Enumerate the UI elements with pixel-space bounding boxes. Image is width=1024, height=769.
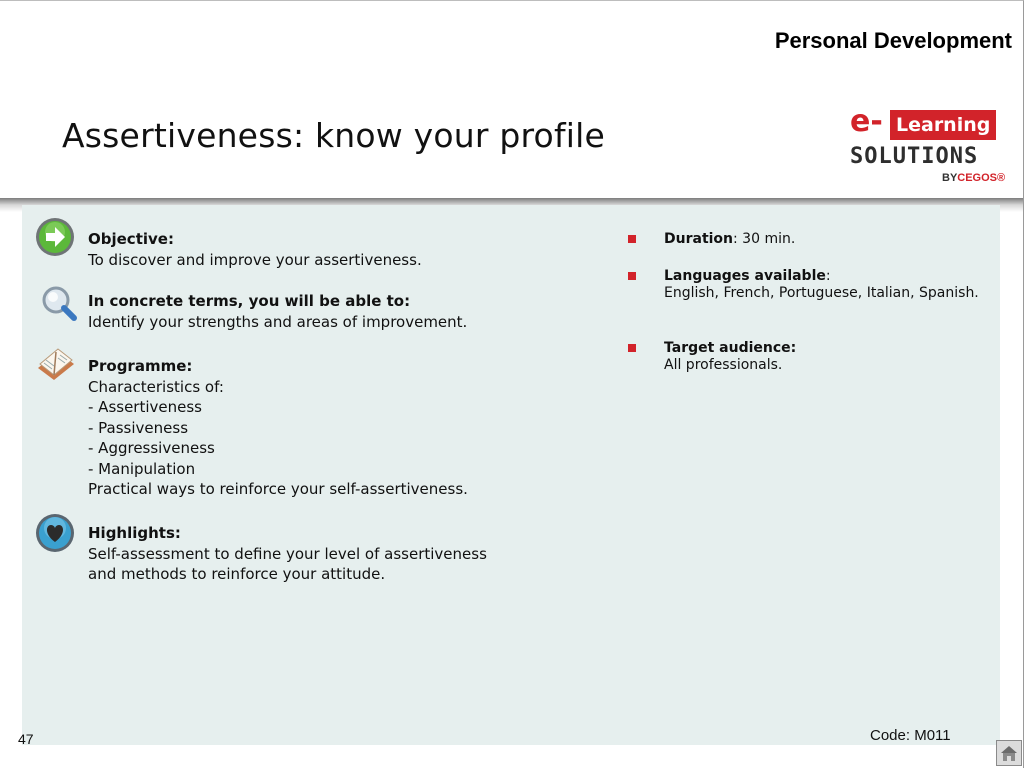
page-title: Assertiveness: know your profile — [62, 116, 606, 155]
languages-label: Languages available — [664, 268, 826, 284]
programme-line: - Passiveness — [88, 418, 189, 437]
elearning-solutions-logo — [848, 106, 1008, 190]
programme-line: - Assertiveness — [88, 398, 202, 416]
duration-label: Duration — [664, 231, 734, 247]
programme-line: - Aggressiveness — [88, 439, 215, 457]
home-icon — [997, 741, 1021, 765]
course-code: Code: M011 — [870, 727, 951, 744]
logo-solutions: SOLUTIONS — [850, 144, 979, 169]
concrete-text: In concrete terms, you will be able to: Identify your strengths and areas of improvement. — [88, 292, 468, 331]
programme-line: Characteristics of: — [88, 377, 224, 396]
audience-label: Target audience: — [664, 340, 797, 356]
bullet-square — [628, 344, 636, 352]
bullet-square — [628, 272, 636, 280]
languages-value: English, French, Portuguese, Italian, Spanish. — [664, 285, 979, 301]
page-number: 47 — [18, 731, 34, 747]
audience-value: All professionals. — [664, 357, 783, 373]
book-icon — [34, 344, 78, 388]
programme-text: Programme: Characteristics of: - Assertiveness - Passiveness - Aggressiveness - Manipulation Practical ways to reinforce your self-assertiveness. — [88, 357, 468, 498]
objective-text: Objective: To discover and improve your assertiveness. — [88, 230, 422, 269]
highlights-line: Self-assessment to define your level of assertiveness — [88, 544, 487, 563]
home-button[interactable] — [996, 740, 1022, 766]
highlights-text: Highlights: Self-assessment to define your level of assertiveness and methods to reinforce your attitude. — [88, 524, 487, 583]
programme-line: Practical ways to reinforce your self-assertiveness. — [88, 480, 468, 498]
magnifier-icon — [34, 282, 78, 326]
bullet-square — [628, 235, 636, 243]
duration-value: : 30 min. — [733, 231, 796, 247]
arrow-right-icon — [34, 218, 78, 262]
programme-line: - Manipulation — [88, 459, 196, 478]
heart-icon — [34, 512, 78, 556]
logo-by-cegos: BYCEGOS® — [942, 172, 1006, 184]
category-title: Personal Development — [774, 28, 1012, 53]
highlights-line: and methods to reinforce your attitude. — [88, 565, 386, 583]
logo-learning: Learning — [890, 110, 996, 140]
logo-e: e- — [850, 104, 883, 139]
